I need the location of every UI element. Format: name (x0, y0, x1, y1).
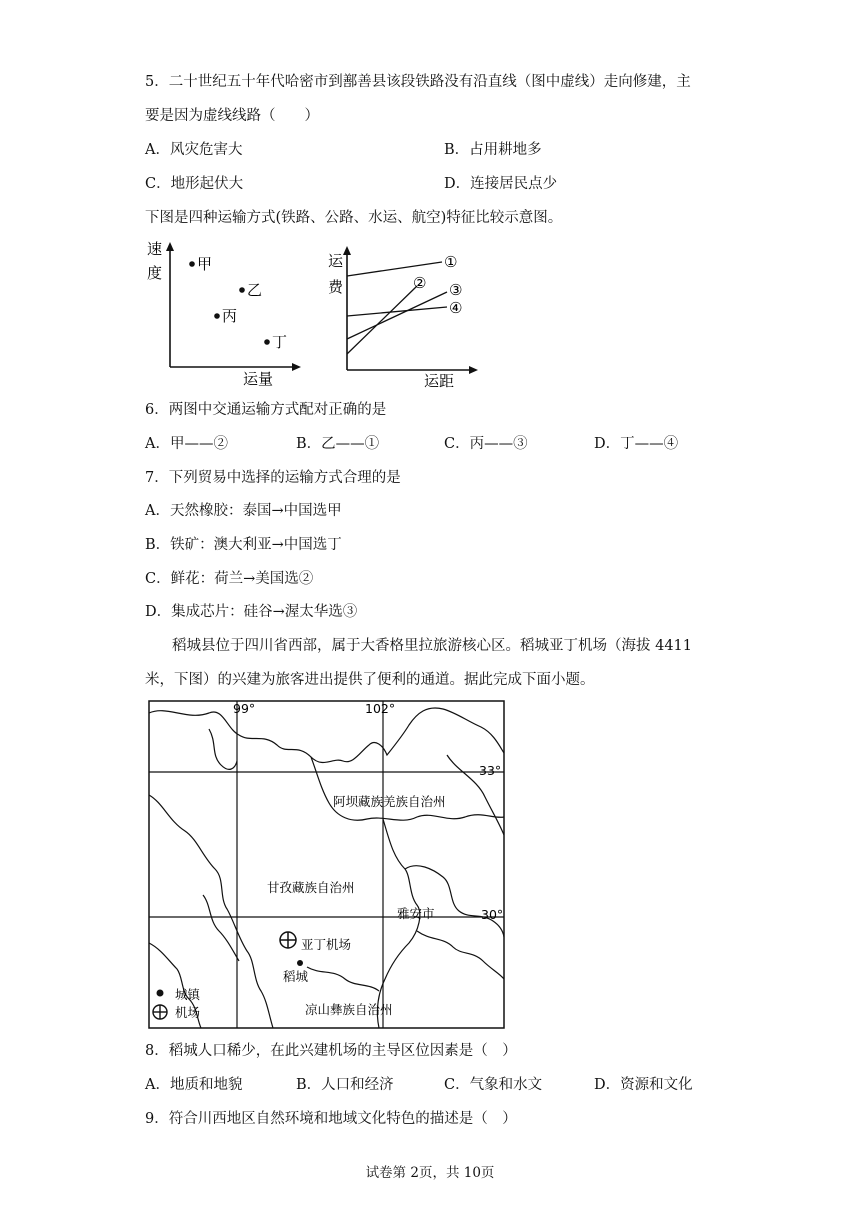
chart-right-xlabel: 运距 (424, 372, 455, 390)
q7-option-c[interactable]: C．鲜花：荷兰→美国选② (145, 571, 314, 587)
q7-stem: 7．下列贸易中选择的运输方式合理的是 (145, 470, 401, 486)
chart-right-line-label-2: ② (413, 274, 427, 292)
chart-left-point-1 (189, 261, 195, 267)
map-label-airport-yading: 亚丁机场 (301, 937, 352, 952)
intro-q8-q9-line2: 米，下图）的兴建为旅客进出提供了便利的通道。据此完成下面小题。 (145, 672, 595, 688)
chart-left-x-arrow (292, 363, 301, 371)
chart-right-line-1 (347, 262, 442, 276)
q6-stem: 6．两图中交通运输方式配对正确的是 (145, 402, 387, 418)
q6-option-a[interactable]: A．甲——② (145, 436, 228, 452)
map-label-lon-99: 99° (233, 701, 256, 716)
intro-q6-q7: 下图是四种运输方式(铁路、公路、水运、航空)特征比较示意图。 (145, 210, 563, 226)
map-label-region-ganzi: 甘孜藏族自治州 (267, 880, 355, 895)
chart-right-line-label-1: ① (444, 253, 458, 271)
chart-left-y-arrow (166, 242, 174, 251)
chart-left-point-3 (214, 313, 220, 319)
map-legend-town-dot (157, 990, 164, 997)
chart-right-x-arrow (469, 366, 478, 374)
chart-left-ylabel-2: 度 (147, 264, 163, 282)
q9-stem: 9．符合川西地区自然环境和地域文化特色的描述是（ ） (145, 1111, 517, 1127)
q8-option-d[interactable]: D．资源和文化 (594, 1077, 693, 1093)
map-label-city-yaan: 雅安市 (397, 906, 435, 921)
map-frame (149, 701, 504, 1028)
chart-left-ylabel-1: 速 (147, 240, 163, 258)
chart-left-point-4 (264, 339, 270, 345)
page-footer: 试卷第 2页，共 10页 (365, 1165, 495, 1181)
map-legend-airport-icon (153, 1005, 167, 1019)
chart-right-line-label-4: ④ (449, 299, 463, 317)
chart-left-xlabel: 运量 (243, 370, 274, 388)
map-legend-airport-label: 机场 (175, 1005, 201, 1020)
q7-option-d[interactable]: D．集成芯片：硅谷→渥太华选③ (145, 604, 358, 620)
q7-option-b[interactable]: B．铁矿：澳大利亚→中国选丁 (145, 537, 342, 553)
map-label-town-daocheng: 稻城 (283, 969, 309, 984)
map-label-region-liangshan: 凉山彝族自治州 (305, 1002, 393, 1017)
q8-stem: 8．稻城人口稀少，在此兴建机场的主导区位因素是（ ） (145, 1043, 517, 1059)
chart-speed-volume (140, 236, 305, 388)
map-label-region-aba: 阿坝藏族羌族自治州 (333, 794, 446, 809)
q5-option-d[interactable]: D．连接居民点少 (444, 176, 558, 192)
map-airport-icon (280, 932, 296, 948)
map-label-lon-102: 102° (365, 701, 396, 716)
q8-option-c[interactable]: C．气象和水文 (444, 1077, 543, 1093)
q6-option-b[interactable]: B．乙——① (296, 436, 380, 452)
chart-left-point-label-4: 丁 (272, 333, 288, 351)
q5-stem-line2: 要是因为虚线线路（ ） (145, 108, 319, 124)
map-western-sichuan (147, 699, 507, 1031)
q5-option-c[interactable]: C．地形起伏大 (145, 176, 244, 192)
chart-right-ylabel-1: 运 (328, 252, 344, 270)
map-label-lat-33: 33° (479, 763, 502, 778)
map-town-dot-daocheng (297, 960, 303, 966)
map-legend-town-label: 城镇 (175, 987, 201, 1002)
chart-right-ylabel-2: 费 (328, 278, 344, 296)
chart-right-line-3 (347, 292, 447, 339)
chart-right-line-4 (347, 307, 447, 316)
chart-cost-distance (322, 244, 482, 390)
chart-right-line-2 (347, 286, 417, 354)
chart-left-point-label-2: 乙 (247, 281, 263, 299)
chart-right-line-label-3: ③ (449, 281, 463, 299)
q6-option-c[interactable]: C．丙——③ (444, 436, 528, 452)
intro-q8-q9-line1: 稻城县位于四川省西部，属于大香格里拉旅游核心区。稻城亚丁机场（海拔 4411 (172, 638, 693, 654)
q8-option-a[interactable]: A．地质和地貌 (145, 1077, 243, 1093)
q5-option-a[interactable]: A．风灾危害大 (145, 142, 243, 158)
map-label-lat-30: 30° (481, 907, 504, 922)
q7-option-a[interactable]: A．天然橡胶：泰国→中国选甲 (145, 503, 342, 519)
chart-left-point-2 (239, 287, 245, 293)
q6-option-d[interactable]: D．丁——④ (594, 436, 679, 452)
chart-right-y-arrow (343, 246, 351, 255)
q8-option-b[interactable]: B．人口和经济 (296, 1077, 394, 1093)
q5-stem-line1: 5．二十世纪五十年代哈密市到鄯善县该段铁路没有沿直线（图中虚线）走向修建，主 (145, 74, 691, 90)
chart-left-point-label-3: 丙 (222, 307, 238, 325)
chart-left-point-label-1: 甲 (197, 255, 213, 273)
q5-option-b[interactable]: B．占用耕地多 (444, 142, 542, 158)
